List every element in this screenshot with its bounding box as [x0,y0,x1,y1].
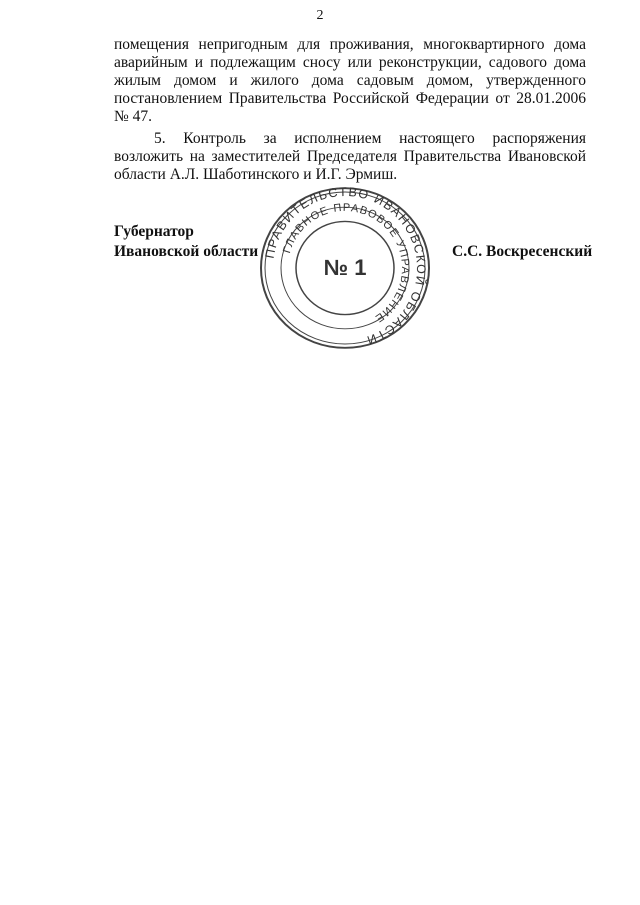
seal-number: № 1 [323,255,367,280]
signatory-position [114,222,258,262]
position-line-2: Ивановской области [114,243,259,260]
seal-inner-text: ГЛАВНОЕ ПРАВОВОЕ УПРАВЛЕНИЕ [281,201,412,325]
paragraph-continuation: помещения непригодным для проживания, многоквартирного дома аварийным и подлежащим сносу или реконструкции, садового дома жилым домом и жилого дома садовым домом, утвержденного постановлением Правительства Российской Федерации от 28.01.2006 № 47. [114,36,586,125]
position-line-1: Губернатор [114,223,194,240]
document-body [114,36,586,184]
paragraph-item-5: 5. Контроль за исполнением настоящего распоряжения возложить на заместителей Председателя Правительства Ивановской области А.Л. Шаботинского и И.Г. Эрмиш. [114,130,586,183]
page-number: 2 [316,8,324,23]
official-seal [254,183,436,353]
seal-outer-text: ПРАВИТЕЛЬСТВО ИВАНОВСКОЙ ОБЛАСТИ [262,184,429,348]
signatory-name: С.С. Воскресенский [452,243,593,260]
